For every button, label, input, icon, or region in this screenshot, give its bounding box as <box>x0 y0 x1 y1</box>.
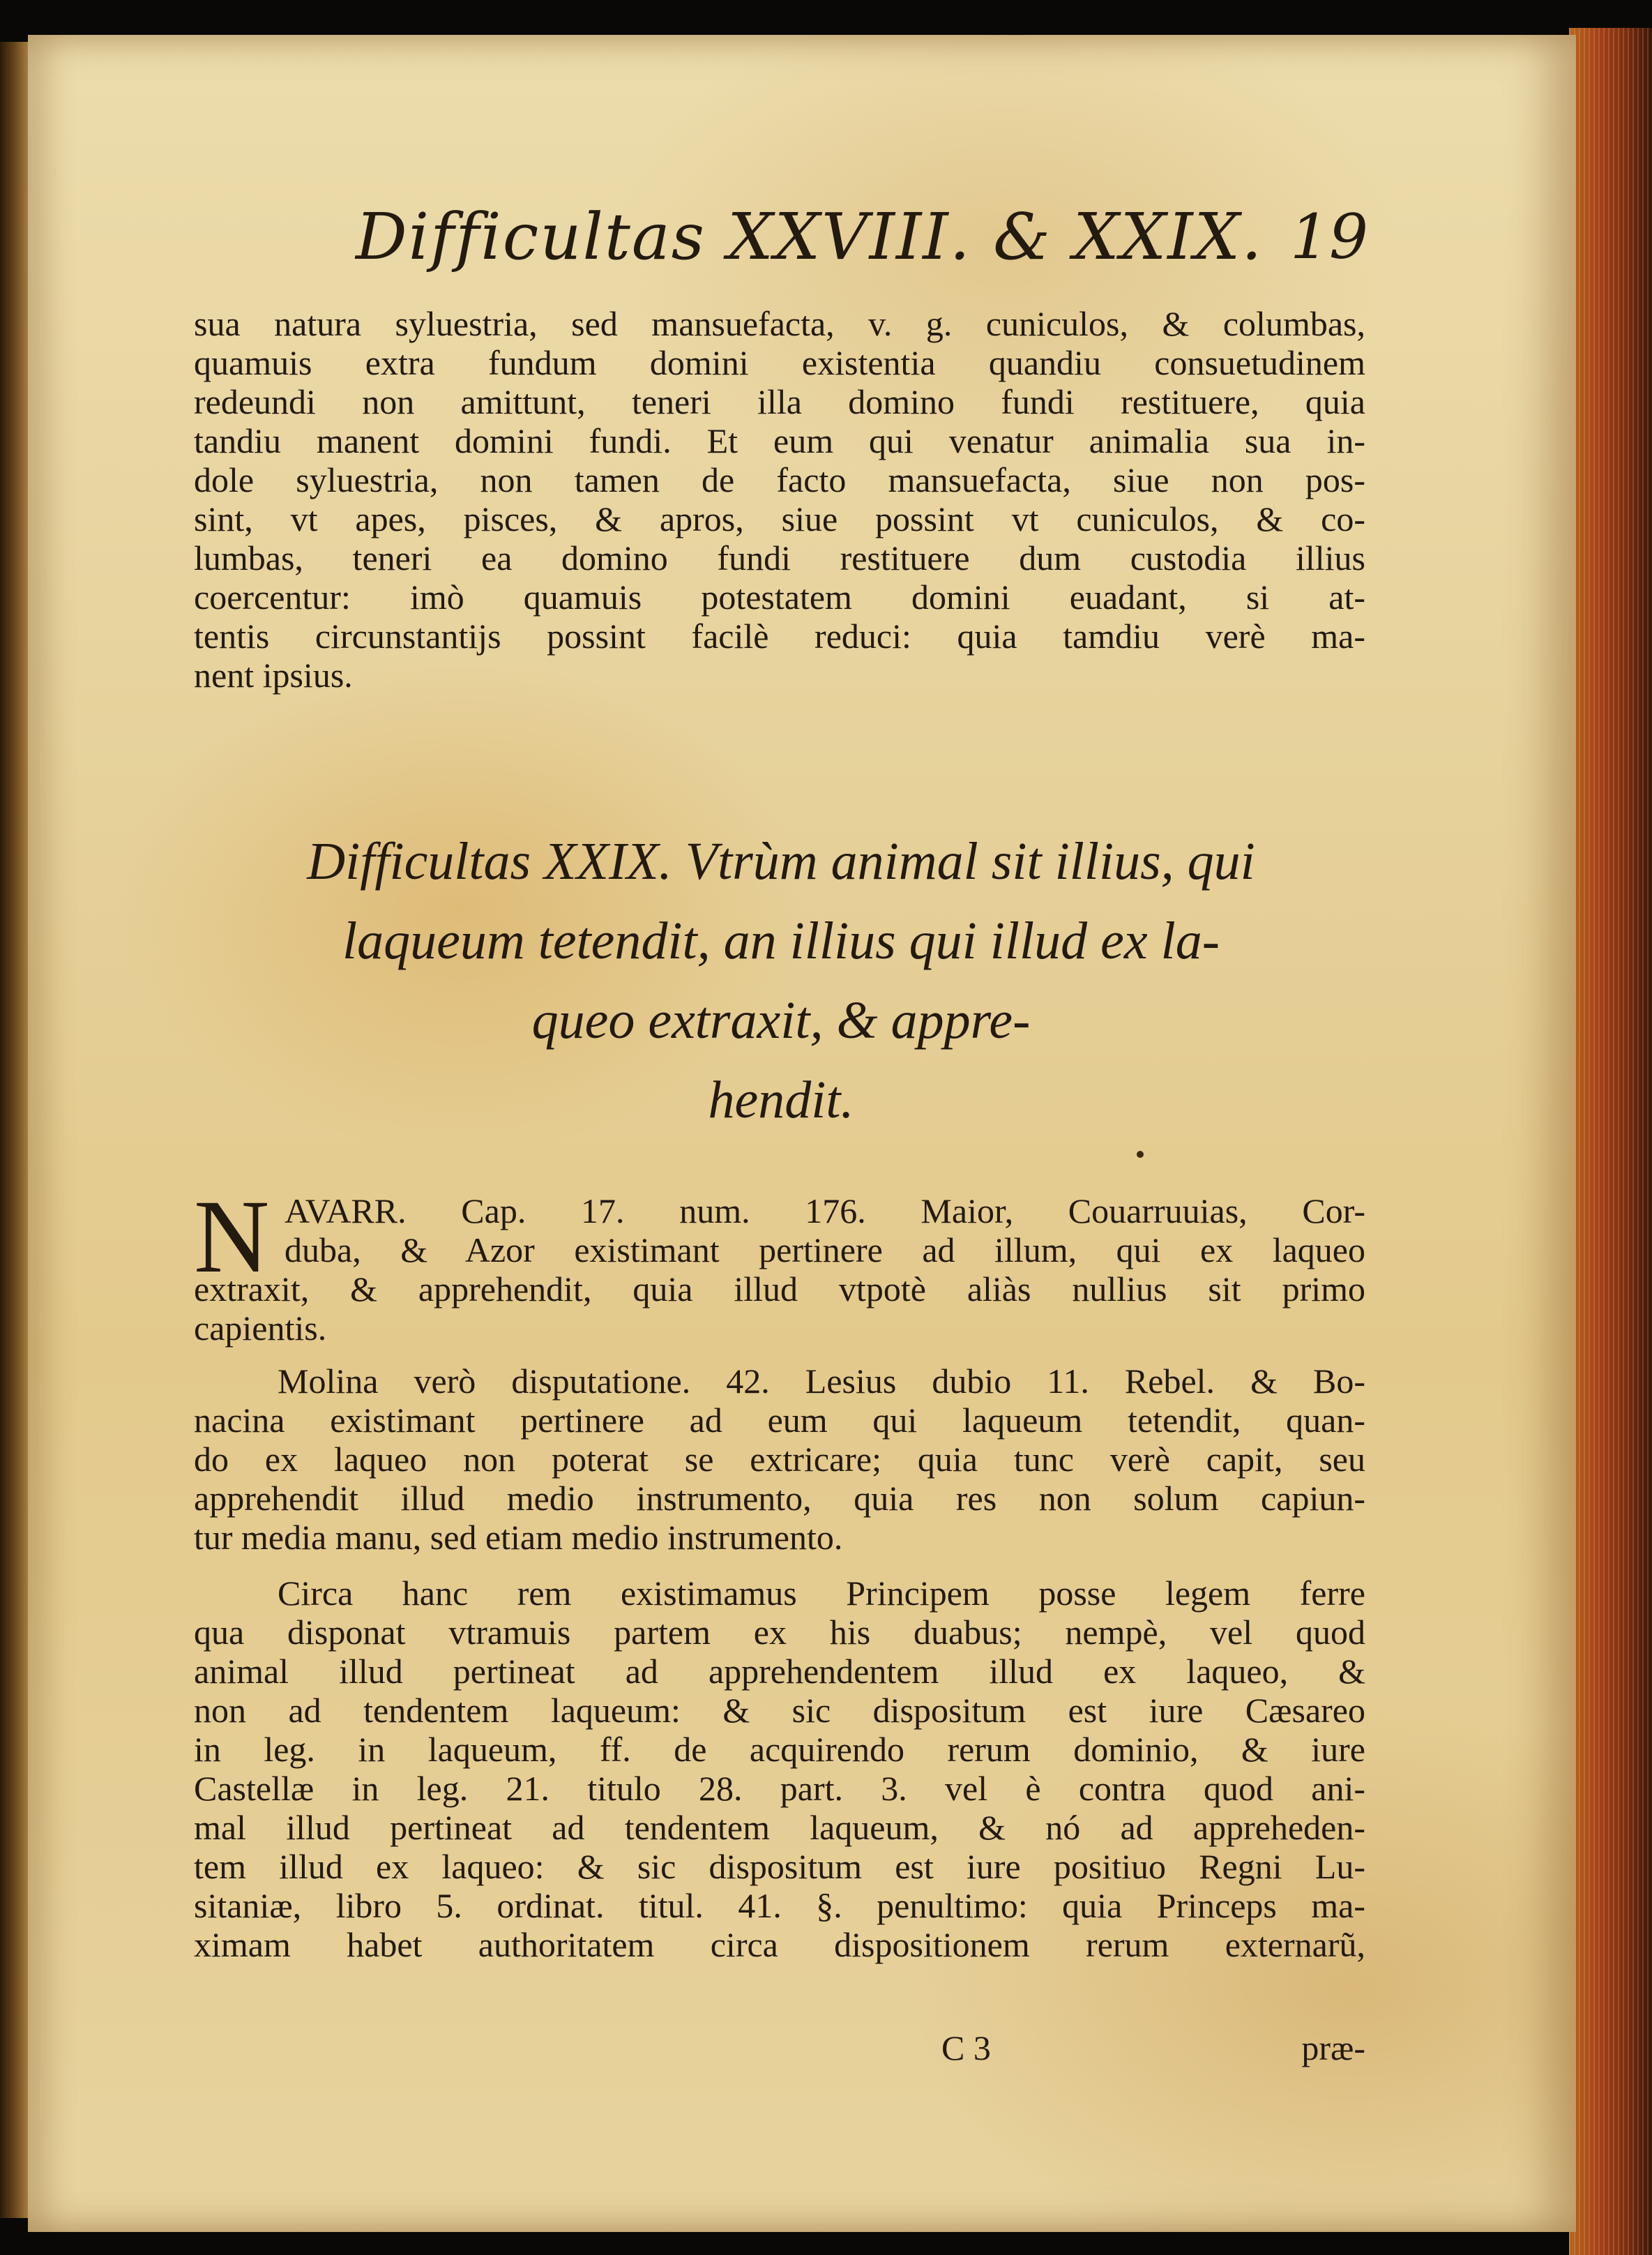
text-line: tem illud ex laqueo: & sic dispositum est iure positiuo Regni Lu- <box>194 1847 1365 1886</box>
page-fore-edge <box>1569 28 1652 2255</box>
text-line: nacina existimant pertinere ad eum qui laqueum tetendit, quan- <box>194 1401 1365 1440</box>
drop-cap: N <box>194 1179 270 1295</box>
heading-line: Difficultas XXIX. Vtrùm animal sit illius, qui <box>307 832 1255 891</box>
section-heading <box>167 822 1395 1140</box>
heading-line: hendit. <box>708 1071 854 1129</box>
ink-speck <box>1137 1151 1144 1158</box>
text-line: quamuis extra fundum domini existentia quandiu consuetudinem <box>194 343 1365 382</box>
continuation-text <box>194 304 1365 695</box>
text-line: Castellæ in leg. 21. titulo 28. part. 3. vel è contra quod ani- <box>194 1769 1365 1808</box>
text-line: nent ipsius. <box>194 656 353 695</box>
text-line: Molina verò disputatione. 42. Lesius dubio 11. Rebel. & Bo- <box>278 1362 1365 1401</box>
heading-line: laqueum tetendit, an illius qui illud ex la- <box>342 912 1220 970</box>
book-page <box>28 35 1576 2232</box>
page-footer <box>194 2027 1365 2069</box>
text-line: sua natura syluestria, sed mansuefacta, v. g. cuniculos, & columbas, <box>194 304 1365 343</box>
text-line: non ad tendentem laqueum: & sic dispositum est iure Cæsareo <box>194 1691 1365 1730</box>
paragraph-2 <box>194 1362 1365 1557</box>
paragraph-3 <box>194 1574 1365 1964</box>
signature-mark: C 3 <box>941 2028 991 2067</box>
page-number: 19 <box>1290 201 1368 273</box>
text-line: apprehendit illud medio instrumento, quia res non solum capiun- <box>194 1479 1365 1518</box>
text-line: Circa hanc rem existimamus Principem posse legem ferre <box>278 1574 1365 1613</box>
text-line: do ex laqueo non poterat se extricare; quia tunc verè capit, seu <box>194 1440 1365 1479</box>
text-line: mal illud pertineat ad tendentem laqueum, & nó ad appreheden- <box>194 1808 1365 1847</box>
text-line: lumbas, teneri ea domino fundi restituere dum custodia illius <box>194 538 1365 578</box>
text-line: tur media manu, sed etiam medio instrumento. <box>194 1518 843 1557</box>
text-line: extraxit, & apprehendit, quia illud vtpotè aliàs nullius sit primo <box>194 1269 1365 1308</box>
text-line: coercentur: imò quamuis potestatem domini euadant, si at- <box>194 578 1365 617</box>
text-line: tentis circunstantijs possint facilè reduci: quia tamdiu verè ma- <box>194 617 1365 656</box>
text-line: in leg. in laqueum, ff. de acquirendo rerum dominio, & iure <box>194 1730 1365 1769</box>
heading-line: queo extraxit, & appre- <box>531 991 1031 1050</box>
text-line: animal illud pertineat ad apprehendentem illud ex laqueo, & <box>194 1652 1365 1691</box>
catchword: præ- <box>1301 2028 1365 2067</box>
text-line: sint, vt apes, pisces, & apros, siue possint vt cuniculos, & co- <box>194 499 1365 538</box>
paragraph-1 <box>194 1179 1365 1348</box>
text-line: AVARR. Cap. 17. num. 176. Maior, Couarruuias, Cor- <box>285 1191 1365 1230</box>
running-head-title: Difficultas XXVIII. & XXIX. <box>356 199 1264 274</box>
text-line: dole syluestria, non tamen de facto mansuefacta, siue non pos- <box>194 460 1365 499</box>
text-line: capientis. <box>194 1308 327 1348</box>
text-line: ximam habet authoritatem circa dispositionem rerum externarũ, <box>194 1925 1365 1964</box>
text-line: tandiu manent domini fundi. Et eum qui venatur animalia sua in- <box>194 421 1365 460</box>
text-line: duba, & Azor existimant pertinere ad illum, qui ex laqueo <box>285 1230 1365 1269</box>
text-line: redeundi non amittunt, teneri illa domino fundi restituere, quia <box>194 382 1365 421</box>
text-line: qua disponat vtramuis partem ex his duabus; nempè, vel quod <box>194 1613 1365 1652</box>
running-head <box>356 195 1541 279</box>
text-line: sitaniæ, libro 5. ordinat. titul. 41. §. penultimo: quia Princeps ma- <box>194 1886 1365 1925</box>
